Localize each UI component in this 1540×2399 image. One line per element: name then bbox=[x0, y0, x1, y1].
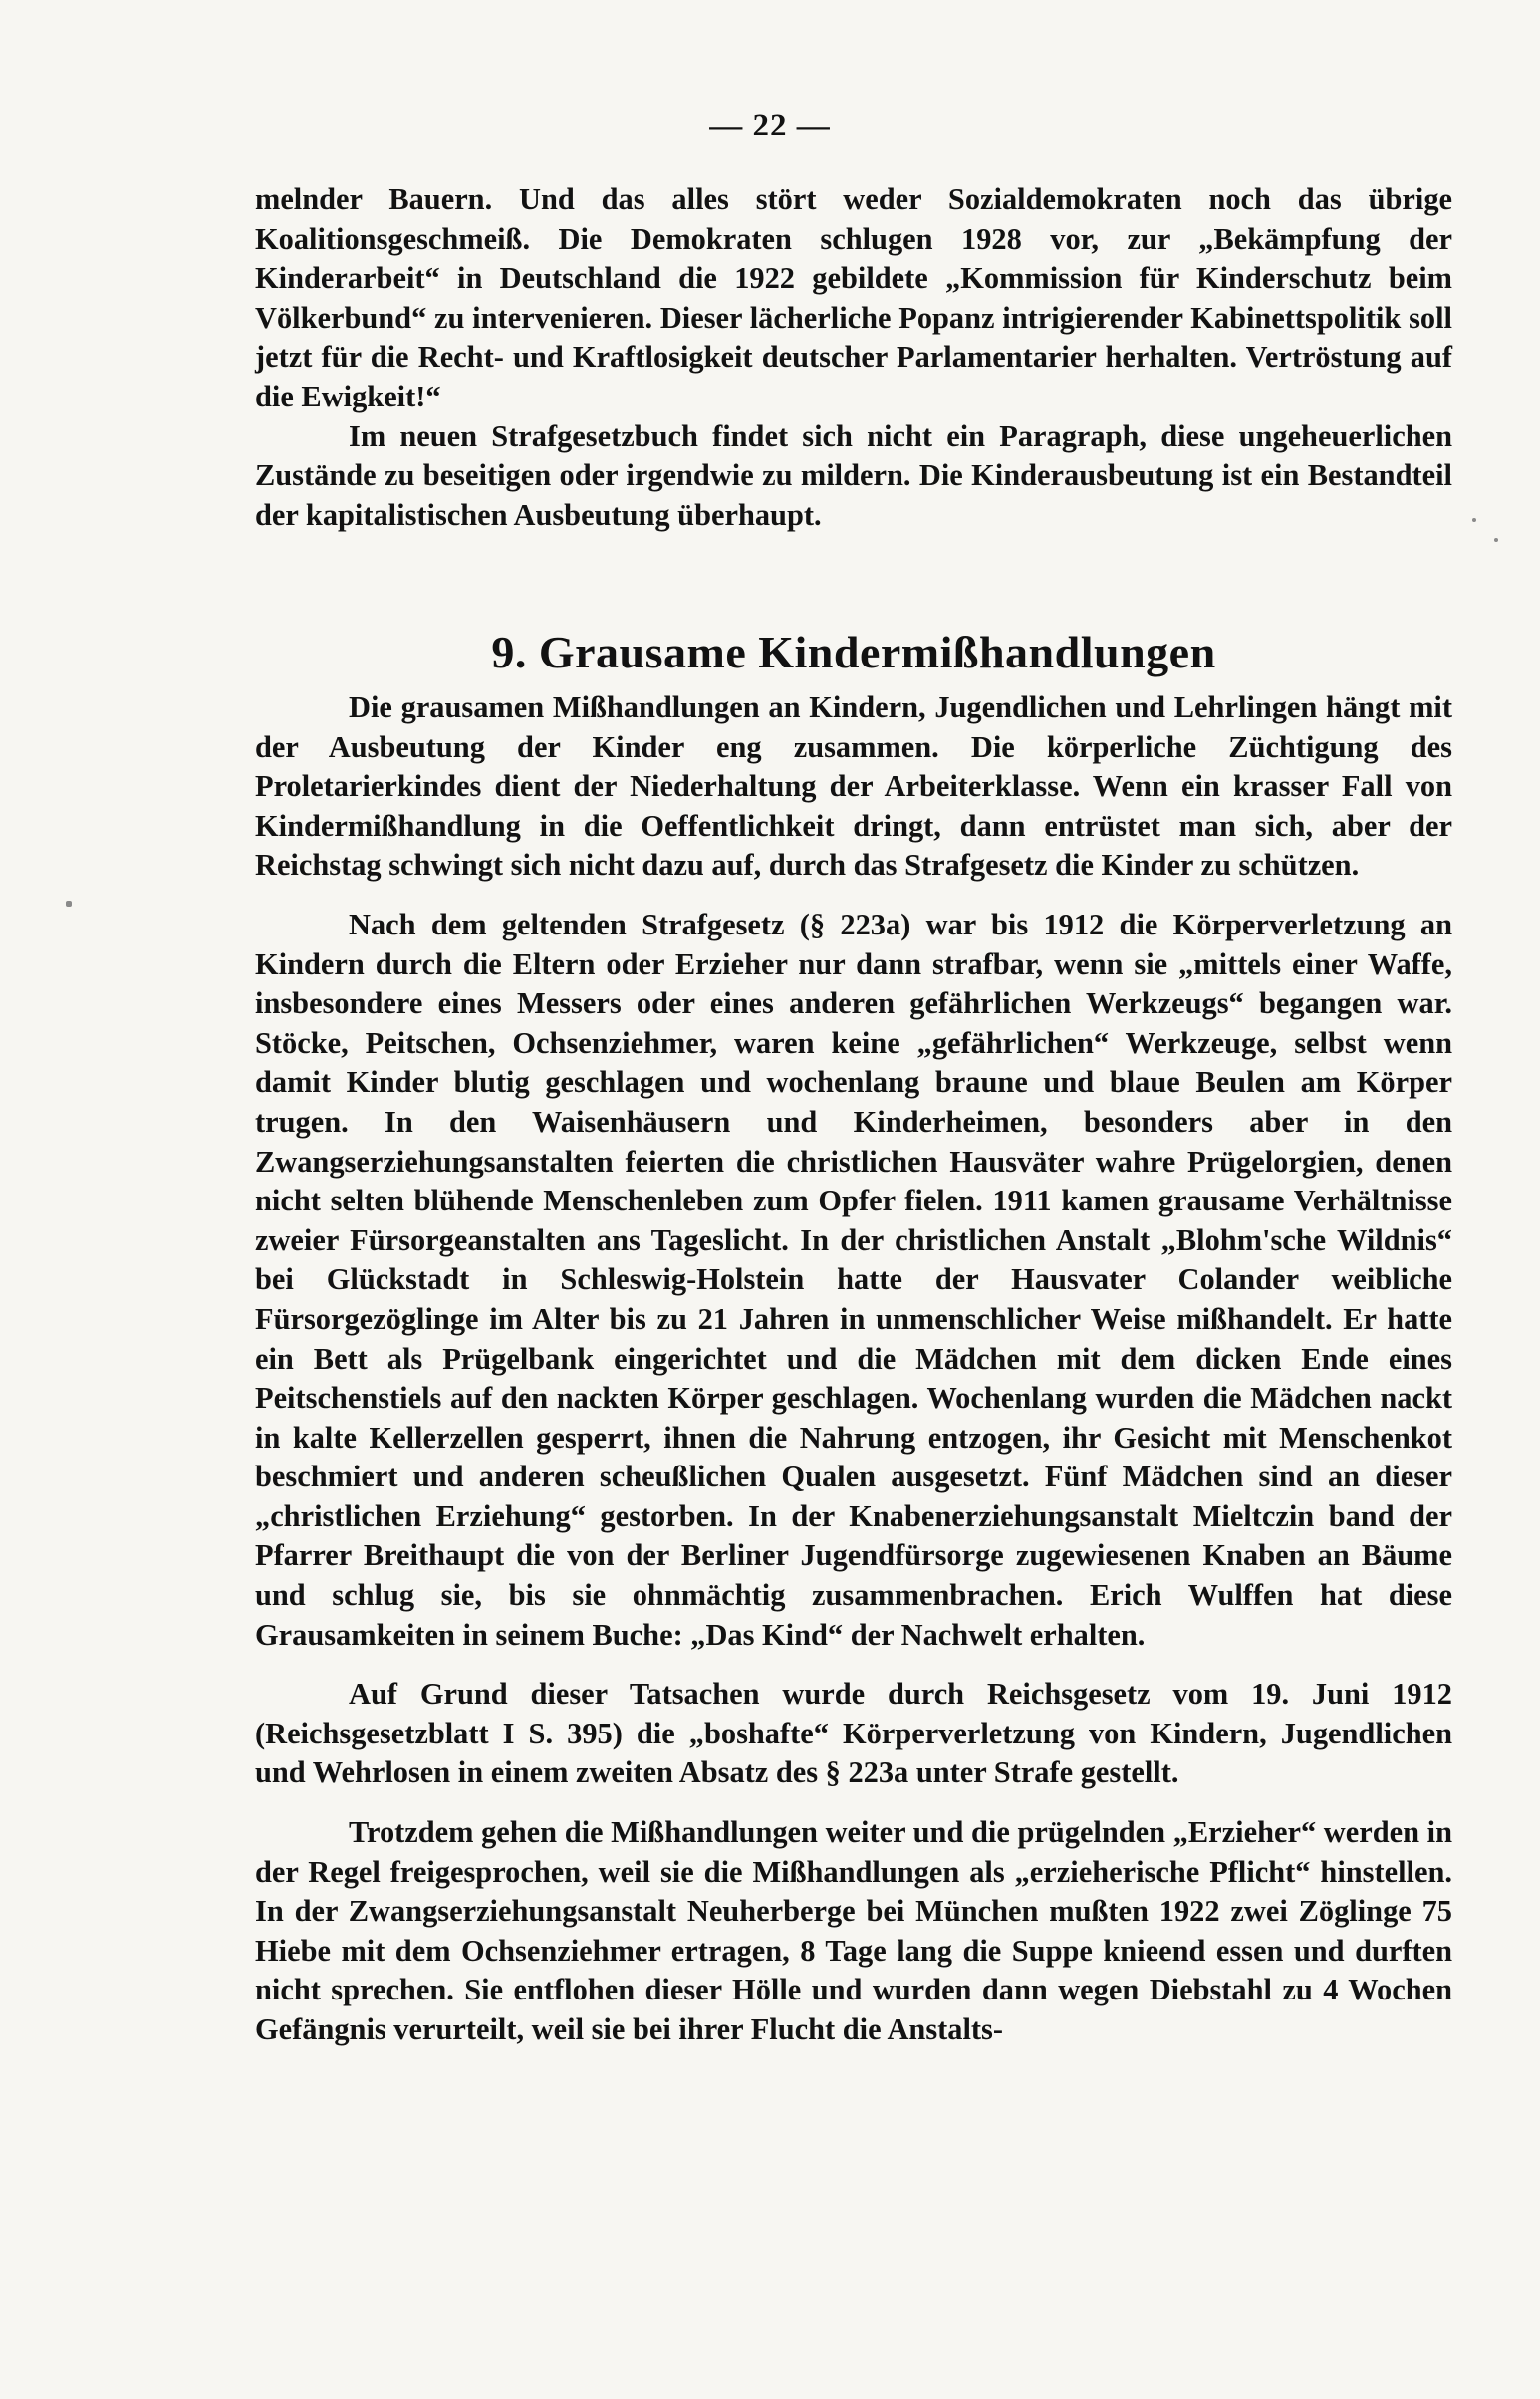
paragraph: Im neuen Strafgesetzbuch findet sich nicht ein Paragraph, diese ungeheuerlichen Zustände zu beseitigen oder irgendwie zu mildern. Die Kinderausbeutung ist ein Bestandteil der kapitalistischen Ausbeutung überhaupt. bbox=[255, 418, 1452, 532]
scan-speck bbox=[1472, 518, 1476, 522]
top-text-block bbox=[255, 180, 1452, 535]
scan-speck bbox=[1494, 538, 1498, 542]
paragraph: melnder Bauern. Und das alles stört weder Sozialdemokraten noch das übrige Koalitionsgeschmeiß. Die Demokraten schlugen 1928 vor, zur „Bekämpfung der Kinderarbeit“ in Deutschland die 1922 gebildete „Kommission für Kinderschutz beim Völkerbund“ zu intervenieren. Dieser lächerliche Popanz intrigierender Kabinettspolitik soll jetzt für die Recht- und Kraftlosigkeit deutscher Parlamentarier herhalten. Vertröstung auf die Ewigkeit!“ bbox=[255, 182, 1452, 413]
section-heading: 9. Grausame Kindermißhandlungen bbox=[491, 627, 1216, 677]
page-number: — 22 — bbox=[709, 108, 831, 143]
paragraph: Nach dem geltenden Strafgesetz (§ 223a) war bis 1912 die Körperverletzung an Kindern durch die Eltern oder Erzieher nur dann strafbar, wenn sie „mittels einer Waffe, insbesondere eines Messers oder eines anderen gefährlichen Werkzeugs“ begangen war. Stöcke, Peitschen, Ochsenziehmer, waren keine „gefährlichen“ Werkzeuge, selbst wenn damit Kinder blutig geschlagen und wochenlang braune und blaue Beulen am Körper trugen. In den Waisenhäusern und Kinderheimen, besonders aber in den Zwangserziehungsanstalten feierten die christlichen Hausväter wahre Prügelorgien, denen nicht selten blühende Menschenleben zum Opfer fielen. 1911 kamen grausame Verhältnisse zweier Fürsorgeanstalten ans Tageslicht. In der christlichen Anstalt „Blohm'sche Wildnis“ bei Glückstadt in Schleswig-Holstein hatte der Hausvater Colander weibliche Fürsorgezöglinge im Alter bis zu 21 Jahren in unmenschlicher Weise mißhandelt. Er hatte ein Bett als Prügelbank eingerichtet und die Mädchen mit dem dicken Ende eines Peitschenstiels auf den nackten Körper geschlagen. Wochenlang wurden die Mädchen nackt in kalte Kellerzellen gesperrt, ihnen die Nahrung entzogen, ihr Gesicht mit Menschenkot beschmiert und anderen scheußlichen Qualen ausgesetzt. Fünf Mädchen sind an dieser „christlichen Erziehung“ gestorben. In der Knabenerziehungsanstalt Mieltczin band der Pfarrer Breithaupt die von der Berliner Jugendfürsorge zugewiesenen Knaben an Bäume und schlug sie, bis sie ohnmächtig zusammenbrachen. Erich Wulffen hat diese Grausamkeiten in seinem Buche: „Das Kind“ der Nachwelt erhalten. bbox=[255, 907, 1452, 1652]
main-text-block bbox=[255, 688, 1452, 2050]
scan-speck bbox=[66, 901, 72, 907]
paragraph: Die grausamen Mißhandlungen an Kindern, Jugendlichen und Lehrlingen hängt mit der Ausbeutung der Kinder eng zusammen. Die körperliche Züchtigung des Proletarierkindes dient der Niederhaltung der Arbeiterklasse. Wenn ein krasser Fall von Kindermißhandlung in die Oeffentlichkeit dringt, dann entrüstet man sich, aber der Reichstag schwingt sich nicht dazu auf, durch das Strafgesetz die Kinder zu schützen. bbox=[255, 690, 1452, 883]
paragraph: Auf Grund dieser Tatsachen wurde durch Reichsgesetz vom 19. Juni 1912 (Reichsgesetzblatt I S. 395) die „boshafte“ Körperverletzung von Kindern, Jugendlichen und Wehrlosen in einem zweiten Absatz des § 223a unter Strafe gestellt. bbox=[255, 1677, 1452, 1790]
paragraph: Trotzdem gehen die Mißhandlungen weiter und die prügelnden „Erzieher“ werden in der Regel freigesprochen, weil sie die Mißhandlungen als „erzieherische Pflicht“ hinstellen. In der Zwangserziehungsanstalt Neuherberge bei München mußten 1922 zwei Zöglinge 75 Hiebe mit dem Ochsenziehmer ertragen, 8 Tage lang die Suppe knieend essen und durften nicht sprechen. Sie entflohen dieser Hölle und wurden dann wegen Diebstahl zu 4 Wochen Gefängnis verurteilt, weil sie bei ihrer Flucht die Anstalts- bbox=[255, 1815, 1452, 2046]
